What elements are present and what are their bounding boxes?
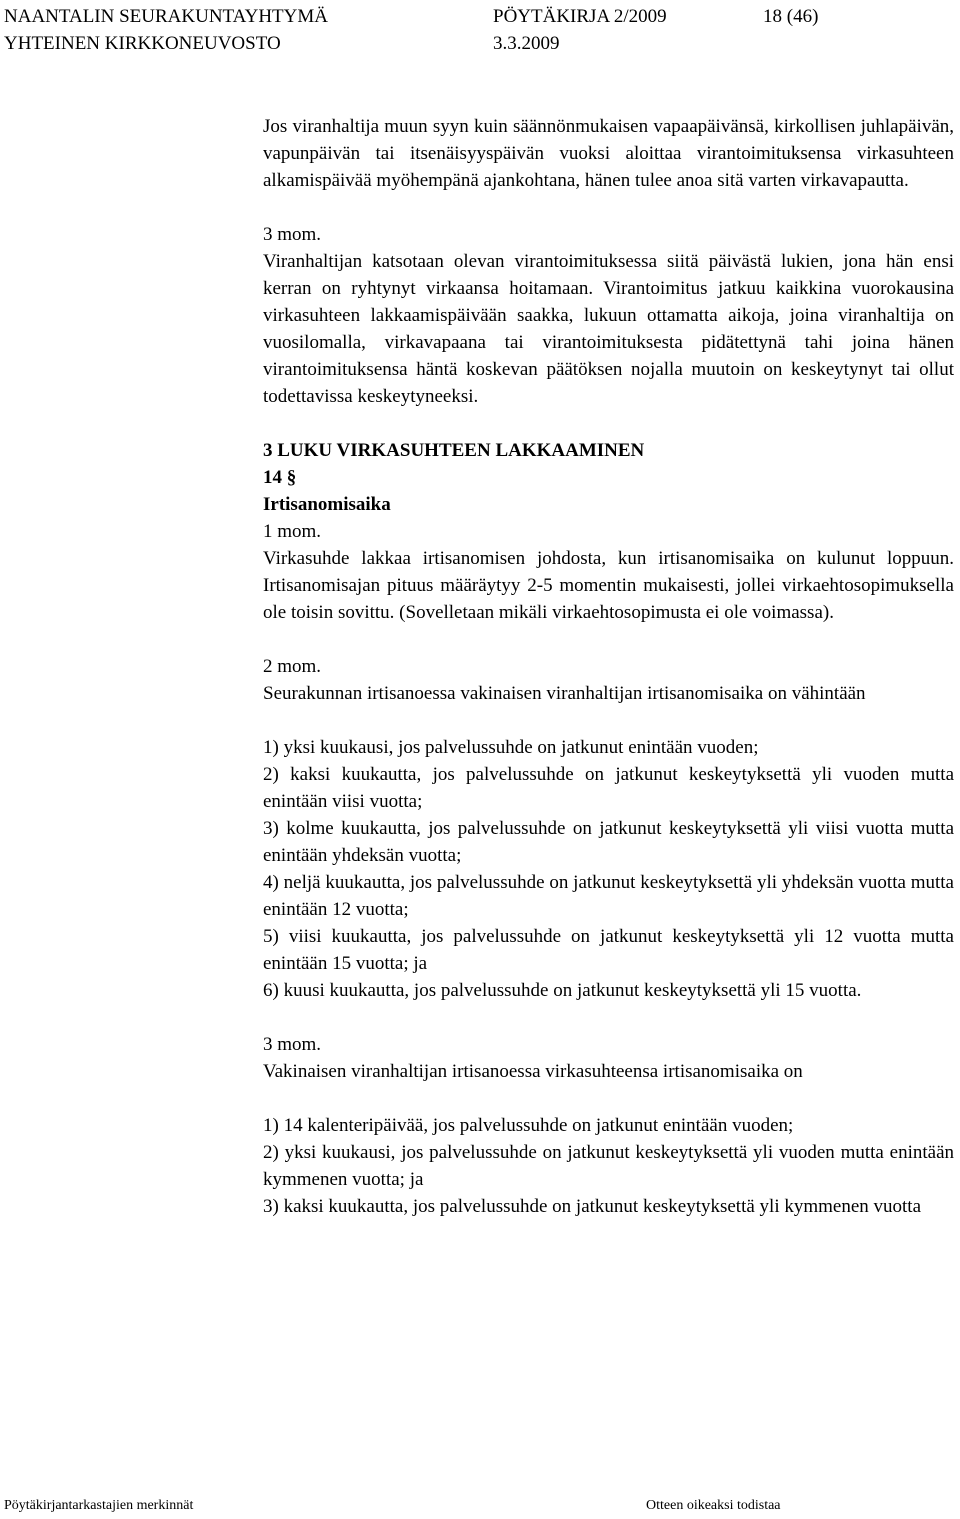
section-title: Irtisanomisaika [263, 494, 391, 515]
list-item: 1) 14 kalenteripäivää, jos palvelussuhde on jatkunut enintään vuoden; [263, 1115, 794, 1136]
moment-intro: Vakinaisen viranhaltijan irtisanoessa virkasuhteensa irtisanomisaika on [263, 1061, 803, 1082]
section-number: 14 § [263, 467, 297, 488]
moment-label: 3 mom. [263, 224, 322, 245]
moment-label: 2 mom. [263, 656, 322, 677]
organization-name: NAANTALIN SEURAKUNTAYHTYMÄ [4, 6, 328, 27]
chapter-heading: 3 LUKU VIRKASUHTEEN LAKKAAMINEN [263, 440, 645, 461]
list-item: 4) neljä kuukautta, jos palvelussuhde on jatkunut keskeytyksettä yli yhdeksän vuotta mutta enintään 12 vuotta; [263, 872, 954, 920]
board-name: YHTEINEN KIRKKONEUVOSTO [4, 33, 281, 54]
intro-paragraph: Jos viranhaltija muun syyn kuin säännönmukaisen vapaapäivänsä, kirkollisen juhlapäivän, vapunpäivän tai itsenäisyyspäivän vuoksi aloittaa virantoimituksensa virkasuhteen alkamispäivää myöhempänä ajankohtana, hänen tulee anoa sitä varten virkavapautta. [263, 116, 954, 191]
document-body [263, 113, 954, 1220]
list-item: 3) kolme kuukautta, jos palvelussuhde on jatkunut keskeytyksettä yli viisi vuotta mutta enintään yhdeksän vuotta; [263, 818, 954, 866]
moment-text: Virkasuhde lakkaa irtisanomisen johdosta, kun irtisanomisaika on kulunut loppuun. Irtisanomisajan pituus määräytyy 2-5 momentin mukaisesti, jollei virkaehtosopimuksella ole toisin sovittu. (Sovelletaan mikäli virkaehtosopimusta ei ole voimassa). [263, 548, 954, 623]
list-item: 2) yksi kuukausi, jos palvelussuhde on jatkunut keskeytyksettä yli vuoden mutta enintään kymmenen vuotta; ja [263, 1142, 954, 1190]
document-title: PÖYTÄKIRJA 2/2009 [493, 6, 667, 27]
page-number: 18 (46) [763, 6, 819, 27]
list-item: 3) kaksi kuukautta, jos palvelussuhde on jatkunut keskeytyksettä yli kymmenen vuotta [263, 1196, 922, 1217]
moment-label: 3 mom. [263, 1034, 322, 1055]
list-item: 1) yksi kuukausi, jos palvelussuhde on jatkunut enintään vuoden; [263, 737, 759, 758]
list-item: 2) kaksi kuukautta, jos palvelussuhde on jatkunut keskeytyksettä yli vuoden mutta enintään viisi vuotta; [263, 764, 954, 812]
moment-intro: Seurakunnan irtisanoessa vakinaisen viranhaltijan irtisanomisaika on vähintään [263, 683, 866, 704]
notice-period-list [263, 734, 954, 1004]
employee-notice-period-list [263, 1112, 954, 1220]
moment-label: 1 mom. [263, 521, 322, 542]
list-item: 5) viisi kuukautta, jos palvelussuhde on jatkunut keskeytyksettä yli 12 vuotta mutta enintään 15 vuotta; ja [263, 926, 954, 974]
list-item: 6) kuusi kuukautta, jos palvelussuhde on jatkunut keskeytyksettä yli 15 vuotta. [263, 980, 862, 1001]
meeting-date: 3.3.2009 [493, 33, 560, 54]
moment-text: Viranhaltijan katsotaan olevan virantoimituksessa siitä päivästä lukien, jona hän ensi kerran on ryhtynyt virkaansa hoitamaan. Virantoimitus jatkuu kaikkina vuorokausina virkasuhteen lakkaamispäivään saakka, lukuun ottamatta aikoja, joina viranhaltija on vuosilomalla, virkavapaana tai virantoimituksesta pidätettynä tahi joina hänen virantoimituksensa häntä koskevan päätöksen nojalla muutoin on keskeytynyt tai ollut todettavissa keskeytyneeksi. [263, 251, 954, 407]
footer-certification: Otteen oikeaksi todistaa [646, 1498, 781, 1513]
footer-examiners-marks: Pöytäkirjantarkastajien merkinnät [4, 1498, 194, 1513]
